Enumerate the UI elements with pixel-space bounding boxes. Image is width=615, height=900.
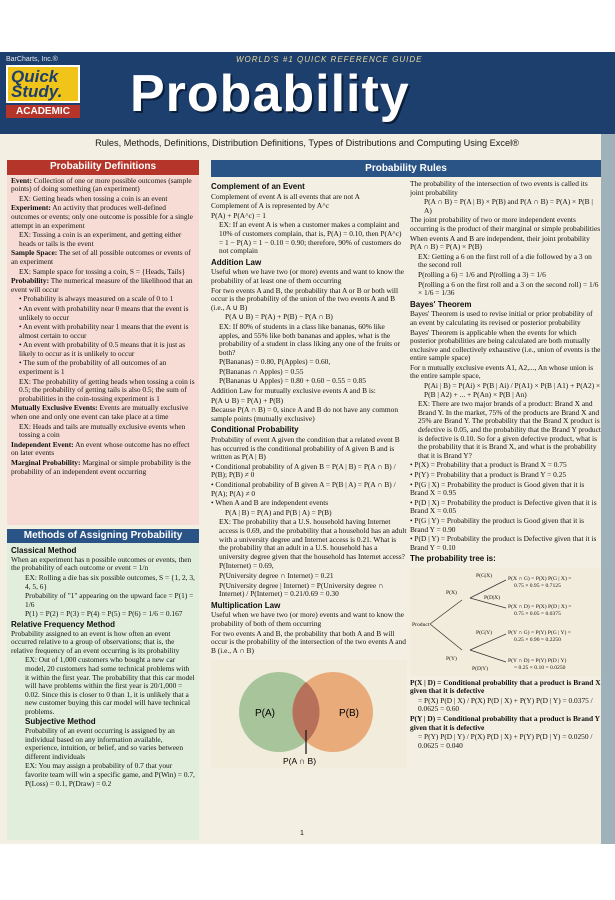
methods-heading: Methods of Assigning Probability [7, 529, 199, 544]
brand-academic: ACADEMIC [6, 105, 80, 118]
definition-text: Collection of one or more possible outcomes (sample points) of doing something (an experiment) [11, 175, 192, 194]
definition-line [11, 195, 195, 204]
rule-line: For two events A and B, the probability that A or B or both will occur is the probability of the union of the two events A and B (i.e., A ∪ B) [211, 285, 399, 312]
classical-line: P(1) = P(2) = P(3) = P(4) = P(5) = P(6) = 1/6 = 0.167 [25, 609, 183, 619]
label-pb: P(B) [339, 708, 359, 720]
rule-line: P(A ∪ B) = P(A) + P(B) [211, 395, 284, 405]
result-2-value: 0.75 × 0.05 = 0.0375 [514, 610, 561, 617]
tagline: WORLD'S #1 QUICK REFERENCE GUIDE [236, 55, 423, 64]
definition-text: Events are mutually exclusive when one and only one event can take place at a time [11, 403, 189, 422]
label-pab: P(A ∩ B) [283, 756, 317, 767]
relative-text [11, 630, 195, 717]
rule-line: P(University degree ∩ Internet) = 0.21 [219, 570, 334, 580]
definition-text: EX: Heads and tails are mutually exclusive events when tossing a coin [19, 421, 186, 440]
definition-line [11, 295, 195, 304]
study-guide-page [0, 52, 615, 844]
definition-line [11, 441, 195, 458]
rule-line: • Conditional probability of A given B = P(A | B) = P(A ∩ B) / P(B); P(B) ≠ 0 [211, 461, 396, 480]
rule-line: EX: If an event A is when a customer makes a complaint and 10% of customers complain, that is, P(A) = 0.10, then P(A^c) = 1 − P(A) = 1 − 0.10 = 0.90; therefore, 90% of customers do not complain [219, 220, 402, 256]
definition-line [11, 404, 195, 421]
classical-line: EX: Rolling a die has six possible outcomes, S = {1, 2, 3, 4, 5, 6} [25, 572, 195, 591]
node-pgx: P(G|X) [476, 572, 493, 579]
rule-heading: Bayes' Theorem [410, 299, 472, 309]
rule-line: P(University degree | Internet) = P(University degree ∩ Internet) / P(Internet) = 0.21/0.69 = 0.30 [219, 580, 384, 599]
subtitle: Rules, Methods, Definitions, Distribution Definitions, Types of Distributions and Computing Using Excel® [95, 138, 519, 148]
bayes-line: = P(Y) P(D | Y) / P(X) P(D | X) + P(Y) P(D | Y) = 0.0250 / 0.0625 = 0.040 [418, 732, 593, 750]
rule-line: P(A ∩ B) = P(A | B) × P(B) and P(A ∩ B) = P(A) × P(B | A) [424, 197, 593, 215]
definition-term: Sample Space: [11, 248, 58, 258]
definition-text: EX: Getting heads when tossing a coin is an event [19, 193, 168, 203]
definition-line [11, 177, 195, 194]
definition-term: Marginal Probability: [11, 458, 81, 467]
definition-text: • The sum of the probability of all outcomes of an experiment is 1 [19, 358, 167, 377]
rule-line: Useful when we have two (or more) events and want to know the probability of at least one of them occurring [211, 267, 404, 285]
definition-line [11, 277, 195, 294]
definition-line [11, 378, 195, 404]
definition-text: • An event with probability near 1 means that the event is almost certain to occur [19, 322, 189, 340]
rule-line: Complement of event A is all events that are not A [211, 191, 361, 201]
rule-line: • P(G | Y) = Probability the product is Good given that it is Brand Y = 0.90 [410, 515, 585, 534]
rule-line: The joint probability of two or more independent events occurring is the product of their marginal or simple probabilities [410, 215, 601, 233]
definition-term: Experiment: [11, 203, 51, 213]
rule-line: • P(G | X) = Probability the product is Good given that it is Brand X = 0.95 [410, 479, 585, 498]
classical-heading: Classical Method [11, 546, 77, 556]
rule-line: P(Internet) = 0.69, [219, 561, 274, 571]
definition-line [11, 249, 195, 266]
node-pdx: P(D|X) [484, 594, 501, 601]
rule-line: • P(Y) = Probability that a product is Brand Y = 0.25 [410, 470, 567, 479]
rule-line: EX: If 80% of students in a class like bananas, 60% like apples, and 55% like both bananas and apples, what is the probability of a student in class liking any one of the fruits or both? [219, 321, 401, 357]
rule-line: P(rolling a 6 on the first roll and a 3 on the second roll) = 1/6 × 1/6 = 1/36 [418, 279, 599, 298]
brand-quick-study: Quick Study. [6, 65, 80, 103]
bayes-results [410, 679, 601, 751]
definition-line [11, 305, 195, 322]
result-4-value: = 0.25 × 0.10 = 0.0250 [514, 664, 566, 671]
venn-diagram [211, 660, 407, 768]
rule-heading: The probability tree is: [410, 554, 496, 564]
rule-line: Probability of event A given the condition that a related event B has occurred is the conditional probability of A given B and is written as P(A | B) [211, 435, 400, 462]
rules-heading: Probability Rules [211, 160, 601, 177]
result-3: P(Y ∩ G) = P(Y) P(G | Y) = [508, 629, 571, 636]
rule-line: • P(D | Y) = Probability the product is Defective given that it is Brand Y = 0.10 [410, 534, 597, 552]
rule-line: EX: Getting a 6 on the first roll of a die followed by a 3 on the second roll [418, 251, 592, 270]
methods-box [7, 543, 199, 840]
rule-line: P(A ∪ B) = P(A) + P(B) − P(A ∩ B) [225, 312, 333, 322]
node-py: P(Y) [446, 655, 457, 662]
classical-line: When an experiment has n possible outcomes or events, then the probability of each outcome or event = 1/n [11, 554, 192, 573]
definitions-box [7, 175, 199, 525]
rule-line: Addition Law for mutually exclusive events A and B is: [211, 386, 376, 396]
relative-heading: Relative Frequency Method [11, 619, 116, 629]
definitions-heading: Probability Definitions [7, 160, 199, 175]
rules-right-column [410, 180, 601, 830]
definition-line [11, 359, 195, 376]
definition-line [11, 459, 195, 476]
rules-middle-column [211, 180, 407, 830]
definition-term: Event: [11, 175, 32, 185]
definition-term: Mutually Exclusive Events: [11, 403, 98, 413]
rule-line: EX: The probability that a U.S. household having Internet access is 0.69, and the probability that a household has an adult with a university degree and Internet access is 0.21. What is the probability that an adult in a U.S. household has a university degree given that the household has Internet access? [219, 517, 407, 561]
result-3-value: 0.25 × 0.90 = 0.2250 [514, 636, 561, 643]
side-tab [601, 134, 615, 844]
definition-term: Independent Event: [11, 439, 74, 449]
rule-line: P(Bananas) = 0.80, P(Apples) = 0.60, [219, 357, 331, 367]
bayes-line: P(X | D) = Conditional probability that a product is Brand X given that it is defective [410, 677, 601, 696]
rule-line: • P(D | X) = Probability the product is Defective given that it is Brand X = 0.05 [410, 497, 597, 516]
rule-line: Complement of A is represented by A^c [211, 201, 329, 211]
page-number: 1 [300, 830, 304, 837]
left-column [7, 160, 199, 840]
rule-line: When events A and B are independent, their joint probability P(A ∩ B) = P(A) × P(B) [410, 233, 590, 252]
rule-heading: Addition Law [211, 257, 262, 267]
rule-line: P(Bananas ∩ Apples) = 0.55 [219, 366, 304, 376]
definition-line [11, 423, 195, 440]
result-1: P(X ∩ G) = P(X) P(G | X) = [508, 575, 572, 582]
rule-line: • When A and B are independent events [211, 498, 329, 508]
rule-line: Bayes' Theorem is used to revise initial or prior probability of an event by calculating its revised or posterior probability [410, 309, 593, 327]
page-title: Probability [130, 65, 410, 123]
rule-line: P(A | B) = P(A) and P(B | A) = P(B) [225, 507, 332, 517]
definition-line [11, 341, 195, 358]
bayes-line: P(Y | D) = Conditional probability that a product is Brand Y given that it is defective [410, 713, 600, 732]
subjective-text [11, 727, 195, 788]
result-2: P(X ∩ D) = P(X) P(D | X) = [508, 603, 572, 610]
node-product: Product [412, 621, 430, 628]
definition-text: The numerical measure of the likelihood that an event will occur [11, 276, 193, 294]
definition-term: Probability: [11, 276, 50, 286]
quick-study-logo [6, 56, 80, 130]
definition-text: • An event with probability of 0.5 means that it is just as likely to occur as it is unlikely to occur [19, 340, 186, 358]
classical-text [11, 556, 195, 619]
definition-text: • Probability is always measured on a scale of 0 to 1 [19, 294, 174, 304]
relative-line: EX: Out of 1,000 customers who bought a new car model, 20 customers had some technical problems with it within the first year. The probability that this car model will have problems within the first year is 20/1,000 = 0.02. Since this is closer to 0 than 1, it is unlikely that a new customer buying this car model will have technical problems. [25, 655, 195, 716]
result-4: P(Y ∩ D) = P(Y) P(D | Y) [508, 657, 567, 664]
rules-right-text [410, 180, 601, 564]
rule-line: P(rolling a 6) = 1/6 and P(rolling a 3) = 1/6 [418, 269, 546, 279]
tree-background [410, 568, 601, 676]
rule-line: For n mutually exclusive events A1, A2,..., An whose union is the entire sample space, [410, 362, 594, 381]
definition-text: EX: The probability of getting heads when tossing a coin is 0.5; the probability of getting tails is also 0.5; the sum of probabilities in the coin-tossing experiment is 1 [19, 376, 195, 403]
relative-line: Probability assigned to an event is how often an event occurred relative to a group of observations; that is, the relative frequency of an event occurring is its probability [11, 628, 180, 655]
rule-line: P(Bananas ∪ Apples) = 0.80 + 0.60 − 0.55 = 0.85 [219, 376, 366, 386]
probability-tree [410, 568, 601, 676]
definition-text: The set of all possible outcomes or events of an experiment [11, 248, 191, 266]
rule-line: Because P(A ∩ B) = 0, since A and B do not have any common sample points (mutually exclusive) [211, 405, 399, 423]
label-pa: P(A) [255, 708, 275, 720]
definition-text: An event whose outcome has no effect on later events [11, 439, 190, 458]
title-band [0, 52, 615, 134]
rule-line: P(A) + P(A^c) = 1 [211, 210, 266, 220]
rule-line: Useful when we have two (or more) events and want to know the probability of both of them occurring [211, 610, 404, 628]
bayes-line: = P(X) P(D | X) / P(X) P(D | X) + P(Y) P(D | Y) = 0.0375 / 0.0625 = 0.60 [418, 695, 593, 714]
rule-line: • P(X) = Probability that a product is Brand X = 0.75 [410, 460, 567, 470]
rules-header [211, 160, 601, 177]
classical-line: Probability of "1" appearing on the upward face = P(1) = 1/6 [25, 591, 194, 609]
definition-line [11, 231, 195, 248]
subjective-line: EX: You may assign a probability of 0.7 that your favorite team will win a specific game, and P(Win) = 0.7, P(Loss) = 0.1, P(Draw) = 0.2 [25, 761, 195, 788]
result-1-value: 0.75 × 0.95 = 0.7125 [514, 582, 561, 589]
rule-heading: Multiplication Law [211, 600, 281, 610]
definition-line [11, 204, 195, 230]
node-pdy: P(D|Y) [472, 665, 489, 672]
rule-line: Bayes' Theorem is applicable when the events for which posterior probabilities are being calculated are both mutually exclusive and collectively exhaustive (i.e., union of events is the entire sample space) [410, 327, 601, 363]
definition-line [11, 323, 195, 340]
rule-line: • Conditional probability of B given A = P(B | A) = P(A ∩ B) / P(A); P(A) ≠ 0 [211, 480, 396, 498]
definition-text: An activity that produces well-defined outcomes or events; only one outcome is possible for a single attempt in an experiment [11, 203, 193, 230]
definition-text: • An event with probability near 0 means that the event is unlikely to occur [19, 303, 189, 322]
rule-line: For two events A and B, the probability that both A and B will occur is the probability of the intersection of the two events A and B (i.e., A ∩ B) [211, 628, 406, 655]
node-px: P(X) [446, 589, 457, 596]
rule-heading: Complement of an Event [211, 182, 305, 191]
node-pgy: P(G|Y) [476, 629, 493, 636]
definition-text: Marginal or simple probability is the probability of an independent event occurring [11, 458, 191, 476]
definition-line [11, 268, 195, 277]
rule-heading: Conditional Probability [211, 425, 299, 435]
subjective-line: Probability of an event occurring is assigned by an individual based on any information available, experience, intuition, or belief, and so varies between different individuals [25, 726, 184, 761]
rule-line: EX: There are two major brands of a product: Brand X and Brand Y. In the market, 75% of the products are Brand X and 25% are Brand Y. The probability that the Brand X product is defective is 0.05, and the probability that the Brand Y product is defective is 0.10. So for a given defective product, what is the probability that it is Brand X, and what is the probability that it is Brand Y? [418, 399, 601, 460]
rule-line: P(Ai | B) = P(Ai) × P(B | Ai) / P(A1) × P(B | A1) + P(A2) × P(B | A2) + ... + P(An) × P(B | An) [424, 381, 601, 399]
rule-line: The probability of the intersection of two events is called its joint probability [410, 180, 588, 197]
definition-text: EX: Tossing a coin is an experiment, and getting either heads or tails is the event [19, 230, 182, 248]
rules-middle-text [211, 183, 407, 655]
subjective-heading: Subjective Method [25, 717, 96, 727]
publisher: BarCharts, Inc.® [6, 56, 58, 63]
definition-text: EX: Sample space for tossing a coin, S = {Heads, Tails} [19, 266, 186, 276]
